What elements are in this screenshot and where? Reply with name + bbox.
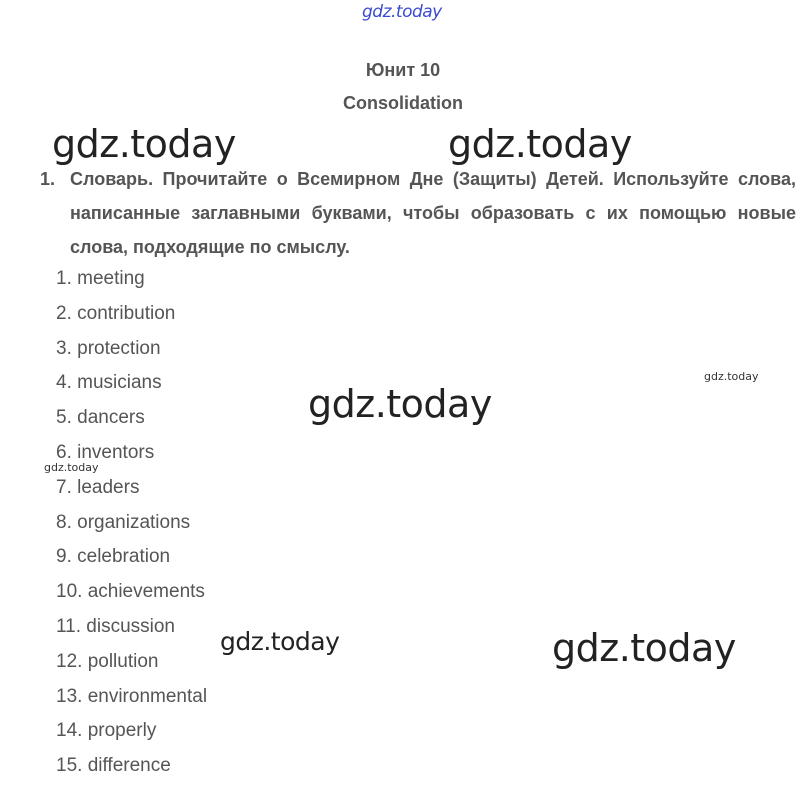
watermark-top: gdz.today — [362, 2, 442, 22]
list-item: 8. organizations — [56, 511, 191, 533]
list-item: 7. leaders — [56, 476, 140, 498]
unit-title: Юнит 10 — [365, 60, 441, 80]
watermark-large: gdz.today — [448, 122, 632, 166]
watermark-large: gdz.today — [308, 382, 492, 426]
watermark-small: gdz.today — [704, 370, 759, 383]
list-item: 5. dancers — [56, 407, 145, 429]
watermark-medium: gdz.today — [220, 627, 340, 656]
list-item: 13. environmental — [56, 685, 208, 707]
task-text: Словарь. Прочитайте о Всемирном Дне (Защиты) Детей. Используйте слова, написанные заглавными буквами, чтобы образовать с их помощью новые слова, подходящие по смыслу. — [70, 169, 796, 257]
list-item: 10. achievements — [56, 581, 205, 603]
list-item: 11. discussion — [56, 615, 175, 637]
list-item: 15. difference — [56, 755, 171, 777]
watermark-large: gdz.today — [52, 122, 236, 166]
unit-subtitle: Consolidation — [343, 93, 463, 113]
list-item: 2. contribution — [56, 302, 176, 324]
list-item: 9. celebration — [56, 546, 171, 568]
list-item: 6. inventors — [56, 441, 155, 463]
list-item: 4. musicians — [56, 372, 162, 394]
task-number: 1. — [40, 169, 56, 189]
list-item: 1. meeting — [56, 268, 145, 289]
watermark-small: gdz.today — [44, 461, 99, 474]
list-item: 14. properly — [56, 720, 157, 742]
task-instruction — [40, 162, 796, 264]
watermark-large: gdz.today — [552, 626, 736, 670]
answer-list — [56, 262, 207, 784]
list-item: 3. protection — [56, 337, 161, 359]
list-item: 12. pollution — [56, 650, 159, 672]
